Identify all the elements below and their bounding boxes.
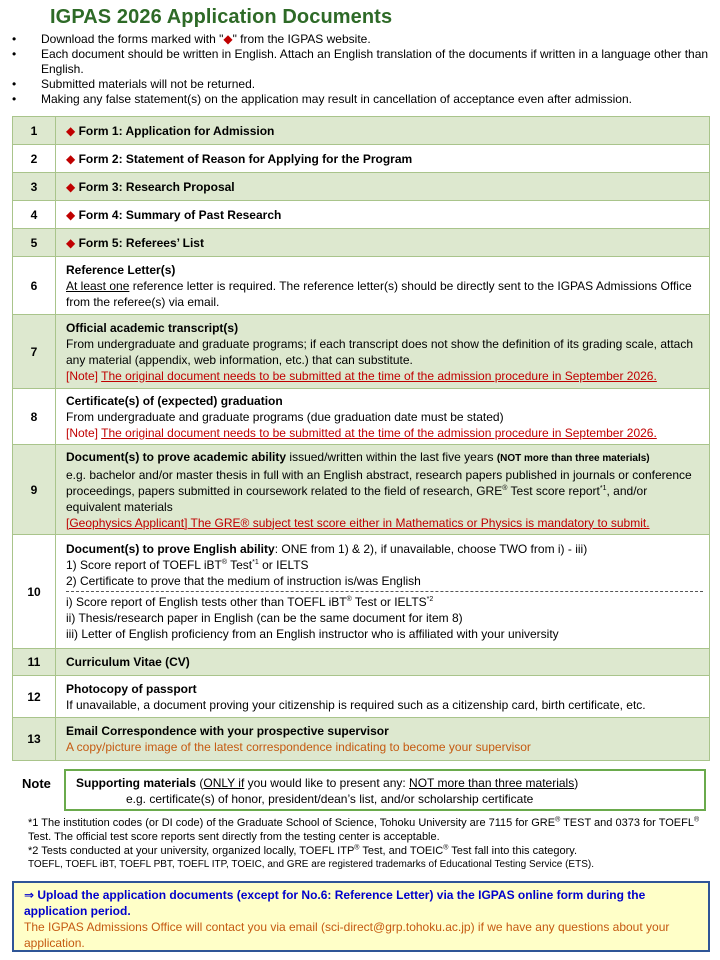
row-title: Curriculum Vitae (CV) <box>66 655 190 669</box>
table-row <box>13 117 710 145</box>
diamond-icon: ◆ <box>66 151 76 166</box>
row-body: iii) Letter of English proficiency from an English instructor who is affiliated with your university <box>66 627 559 641</box>
row-number: 12 <box>13 676 56 718</box>
row-number: 11 <box>13 649 56 676</box>
table-row <box>13 535 710 649</box>
trademark-note: TOEFL, TOEFL iBT, TOEFL PBT, TOEFL ITP, TOEIC, and GRE are registered trademarks of Educational Testing Service (ETS). <box>28 859 594 870</box>
row-number: 8 <box>13 389 56 445</box>
table-row <box>13 389 710 445</box>
row-title: Form 3: Research Proposal <box>78 179 235 194</box>
row-note: [Geophysics Applicant] The GRE® subject test score either in Mathematics or Physics is mandatory to submit. <box>66 515 650 530</box>
footnote-2: *2 Tests conducted at your university, organized locally, TOEFL ITP® Test, and TOEIC® Test fall into this category. <box>28 844 578 857</box>
row-content <box>56 445 710 535</box>
row-content <box>56 535 710 649</box>
page-title: IGPAS 2026 Application Documents <box>50 6 393 28</box>
row-title: Official academic transcript(s) <box>66 320 239 335</box>
row-content <box>56 117 710 145</box>
row-body: If unavailable, a document proving your citizenship is required such as a citizenship card, birth certificate, etc. <box>66 697 646 712</box>
table-row <box>13 173 710 201</box>
diamond-icon: ◆ <box>66 179 76 194</box>
diamond-icon: ◆ <box>223 32 233 46</box>
row-title: Email Correspondence with your prospective supervisor <box>66 724 389 738</box>
upload-body: The IGPAS Admissions Office will contact you via email (sci-direct@grp.tohoku.ac.jp) if we have any questions about your application. <box>24 920 670 950</box>
table-row <box>13 649 710 676</box>
diamond-icon: ◆ <box>66 235 76 250</box>
table-row <box>13 145 710 173</box>
row-number: 1 <box>13 117 56 145</box>
row-body: At least one reference letter is required. The reference letter(s) should be directly sent to the IGPAS Admissions Office from the referee(s) via email. <box>66 278 692 309</box>
row-title: Document(s) to prove English ability: ONE from 1) & 2), if unavailable, choose TWO from i) - iii) <box>66 542 588 556</box>
row-content <box>56 201 710 229</box>
row-content <box>56 389 710 445</box>
table-row <box>13 229 710 257</box>
upload-instructions <box>12 881 710 952</box>
row-title: Photocopy of passport <box>66 681 197 696</box>
row-body: From undergraduate and graduate programs (due graduation date must be stated) <box>66 409 504 424</box>
row-body: 2) Certificate to prove that the medium of instruction is/was English <box>66 574 421 588</box>
table-row <box>13 445 710 535</box>
note-line: Supporting materials (ONLY if you would like to present any: NOT more than three materials) <box>76 776 579 790</box>
upload-heading: ⇒ Upload the application documents (except for No.6: Reference Letter) via the IGPAS online form during the application period. <box>24 888 646 918</box>
divider <box>66 591 703 592</box>
row-body: 1) Score report of TOEFL iBT® Test$^{*1}$ or IELTS <box>66 558 309 572</box>
row-number: 9 <box>13 445 56 535</box>
row-body: ii) Thesis/research paper in English (can be the same document for item 8) <box>66 611 463 625</box>
row-content <box>56 718 710 761</box>
row-title: Form 2: Statement of Reason for Applying for the Program <box>78 151 413 166</box>
supporting-materials-note <box>64 769 706 811</box>
instruction-item: • Making any false statement(s) on the application may result in cancellation of acceptance even after admission. <box>12 92 712 107</box>
table-row <box>13 315 710 389</box>
note-label: Note <box>22 776 51 791</box>
row-content <box>56 173 710 201</box>
footnote-1: *1 The institution codes (or DI code) of the Graduate School of Science, Tohoku University are 7115 for GRE® TEST and 0373 for TOEFL® Test. The official test score reports sent directly from the testing center is acceptable. <box>28 816 700 843</box>
table-row <box>13 257 710 315</box>
table-row <box>13 676 710 718</box>
row-content <box>56 145 710 173</box>
row-title: Document(s) to prove academic ability issued/written within the last five years (NOT more than three materials) <box>66 449 650 464</box>
table-row <box>13 718 710 761</box>
row-number: 5 <box>13 229 56 257</box>
row-body: e.g. bachelor and/or master thesis in full with an English abstract, research papers published in journals or conference proceedings, papers submitted in coursework related to the field of research, GRE® Test score report$^{*1}$, and/or equivalent materials <box>66 467 692 514</box>
row-body: i) Score report of English tests other than TOEFL iBT® Test or IELTS$^{*2}$ <box>66 595 434 609</box>
instruction-item: • Each document should be written in English. Attach an English translation of the documents if written in a language other than English. <box>12 47 712 77</box>
footnotes <box>28 816 708 872</box>
table-row <box>13 201 710 229</box>
row-body: A copy/picture image of the latest correspondence indicating to become your supervisor <box>66 740 531 754</box>
row-number: 3 <box>13 173 56 201</box>
documents-table <box>12 116 710 761</box>
note-line: e.g. certificate(s) of honor, president/dean’s list, and/or scholarship certificate <box>126 792 534 806</box>
row-title: Form 1: Application for Admission <box>78 123 275 138</box>
diamond-icon: ◆ <box>66 123 76 138</box>
row-content <box>56 229 710 257</box>
row-note: [Note] The original document needs to be submitted at the time of the admission procedure in September 2026. <box>66 368 657 383</box>
row-body: From undergraduate and graduate programs; if each transcript does not show the definition of its grading scale, attach any material (appendix, web information, etc.) that can substitute. <box>66 336 694 367</box>
row-title: Form 5: Referees’ List <box>78 235 204 250</box>
row-number: 4 <box>13 201 56 229</box>
row-title: Form 4: Summary of Past Research <box>78 207 282 222</box>
row-number: 2 <box>13 145 56 173</box>
row-note: [Note] The original document needs to be submitted at the time of the admission procedure in September 2026. <box>66 425 657 440</box>
instruction-item: • Download the forms marked with "◆" from the IGPAS website. <box>12 32 712 47</box>
instructions-list <box>12 32 712 107</box>
row-content <box>56 649 710 676</box>
row-number: 10 <box>13 535 56 649</box>
row-number: 7 <box>13 315 56 389</box>
row-number: 6 <box>13 257 56 315</box>
row-content <box>56 676 710 718</box>
row-content <box>56 315 710 389</box>
diamond-icon: ◆ <box>66 207 76 222</box>
row-content <box>56 257 710 315</box>
row-number: 13 <box>13 718 56 761</box>
row-title: Reference Letter(s) <box>66 262 176 277</box>
row-title: Certificate(s) of (expected) graduation <box>66 393 283 408</box>
instruction-item: • Submitted materials will not be returned. <box>12 77 712 92</box>
